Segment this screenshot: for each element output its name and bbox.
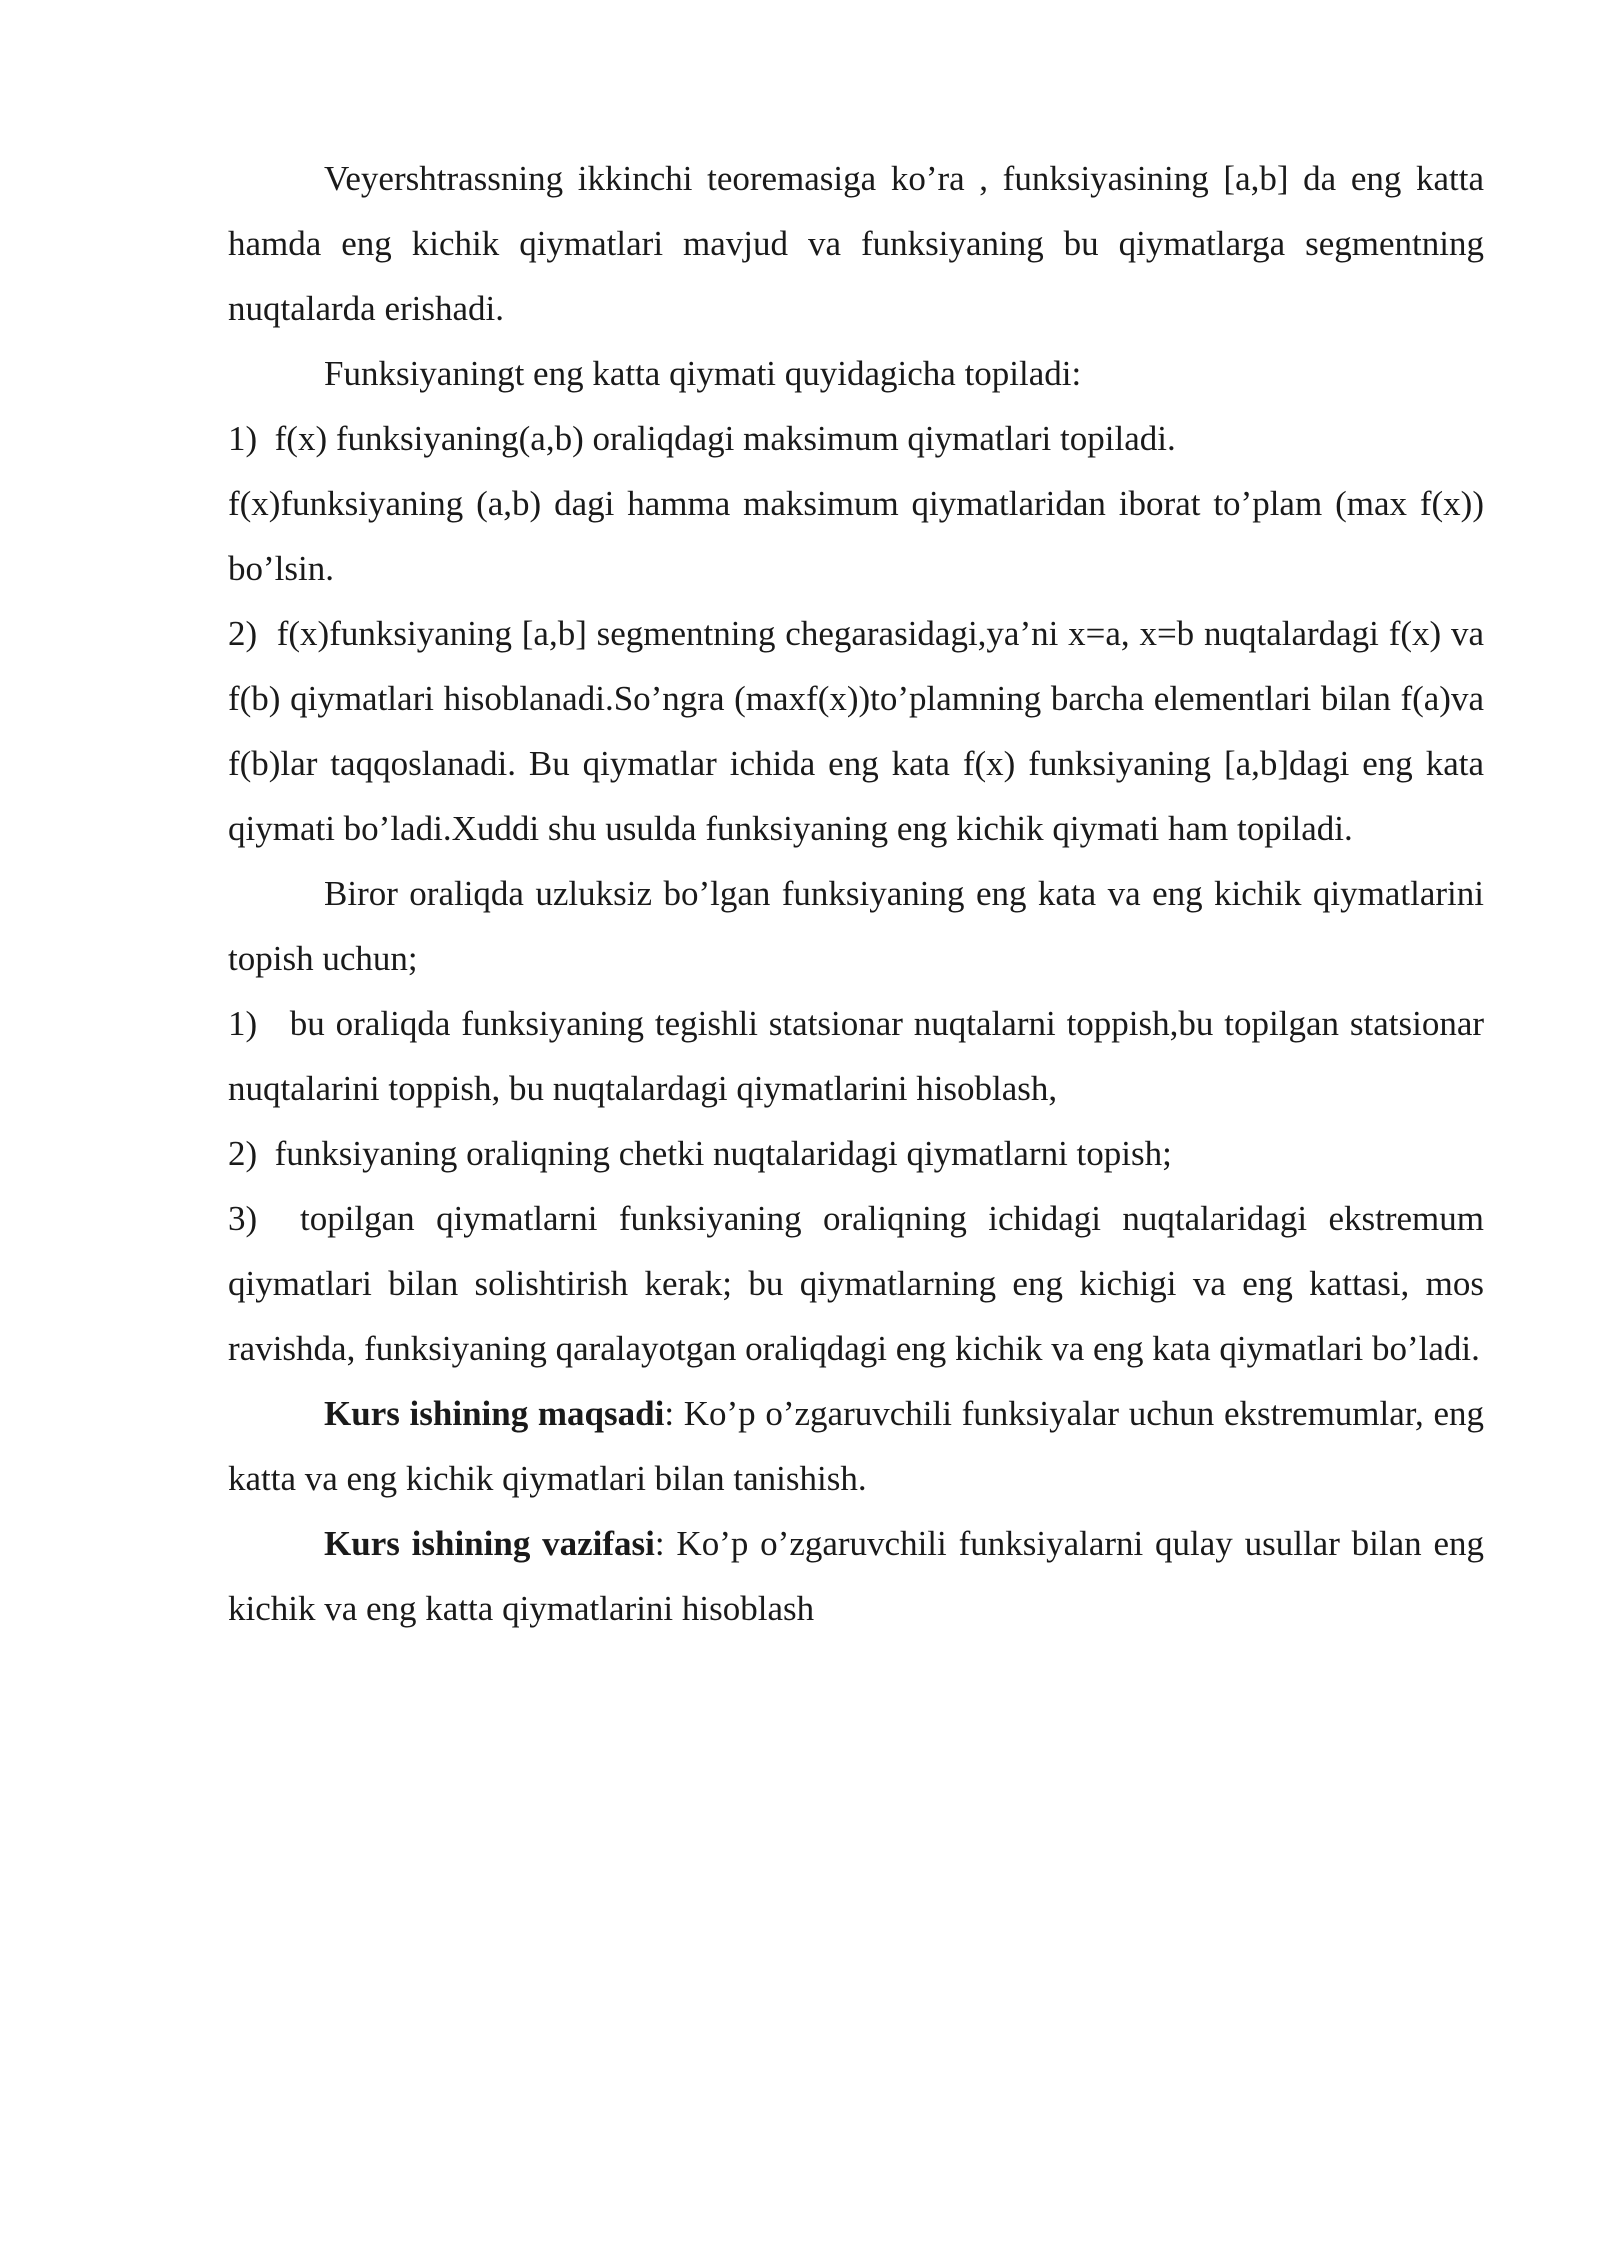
list-item-text: f(x)funksiyaning [a,b] segmentning chegarasidagi,ya’ni x=a, x=b nuqtalardagi f(x) va f(b) qiymatlari hisoblanadi.So’ngra (maxf(x))to’plamning barcha elementlari bilan f(a)va f(b)lar taqqoslanadi. Bu qiymatlar ichida eng kata f(x) funksiyaning [a,b]dagi eng kata qiymati bo’ladi.Xuddi shu usulda funksiyaning eng kichik qiymati ham topiladi. bbox=[228, 614, 1484, 848]
paragraph-max-set: f(x)funksiyaning (a,b) dagi hamma maksimum qiymatlaridan iborat to’plam (max f(x)) bo’lsin. bbox=[228, 484, 1484, 588]
list-item-2 bbox=[228, 601, 1484, 861]
paragraph-course-goal bbox=[228, 1381, 1484, 1511]
list-item-2b bbox=[228, 1121, 1484, 1186]
course-task-text: : Ko’p o’zgaruvchili funksiyalarni qulay usullar bilan eng kichik va eng katta qiymatlarini hisoblash bbox=[228, 1524, 1484, 1628]
list-item-1b bbox=[228, 991, 1484, 1121]
paragraph-course-task bbox=[228, 1511, 1484, 1641]
course-goal-text: : Ko’p o’zgaruvchili funksiyalar uchun ekstremumlar, eng katta va eng kichik qiymatlari bilan tanishish. bbox=[228, 1394, 1484, 1498]
list-number: 3) bbox=[228, 1199, 300, 1238]
list-number: 2) bbox=[228, 1134, 275, 1173]
document-page bbox=[228, 146, 1484, 1641]
course-task-label: Kurs ishining vazifasi bbox=[324, 1524, 655, 1563]
list-item-3b bbox=[228, 1186, 1484, 1381]
list-item-1 bbox=[228, 406, 1484, 471]
list-item-text: f(x) funksiyaning(a,b) oraliqdagi maksimum qiymatlari topiladi. bbox=[274, 419, 1176, 458]
list-number: 2) bbox=[228, 614, 277, 653]
list-item-text: topilgan qiymatlarni funksiyaning oraliqning ichidagi nuqtalaridagi ekstremum qiymatlari bilan solishtirish kerak; bu qiymatlarning eng kichigi va eng kattasi, mos ravishda, funksiyaning qaralayotgan oraliqdagi eng kichik va eng kata qiymatlari bo’ladi. bbox=[228, 1199, 1484, 1368]
list-item-text: bu oraliqda funksiyaning tegishli statsionar nuqtalarni toppish,bu topilgan statsionar nuqtalarini toppish, bu nuqtalardagi qiymatlarini hisoblash, bbox=[228, 1004, 1485, 1108]
paragraph-theorem: Veyershtrassning ikkinchi teoremasiga ko’ra , funksiyasining [a,b] da eng katta hamda eng kichik qiymatlari mavjud va funksiyaning bu qiymatlarga segmentning nuqtalarda erishadi. bbox=[228, 159, 1484, 328]
list-number: 1) bbox=[228, 1004, 279, 1043]
paragraph-max-intro: Funksiyaningt eng katta qiymati quyidagicha topiladi: bbox=[324, 354, 1082, 393]
paragraph-interval-intro: Biror oraliqda uzluksiz bo’lgan funksiyaning eng kata va eng kichik qiymatlarini topish uchun; bbox=[228, 874, 1484, 978]
list-number: 1) bbox=[228, 419, 275, 458]
list-item-text: funksiyaning oraliqning chetki nuqtalaridagi qiymatlarni topish; bbox=[274, 1134, 1172, 1173]
course-goal-label: Kurs ishining maqsadi bbox=[324, 1394, 665, 1433]
